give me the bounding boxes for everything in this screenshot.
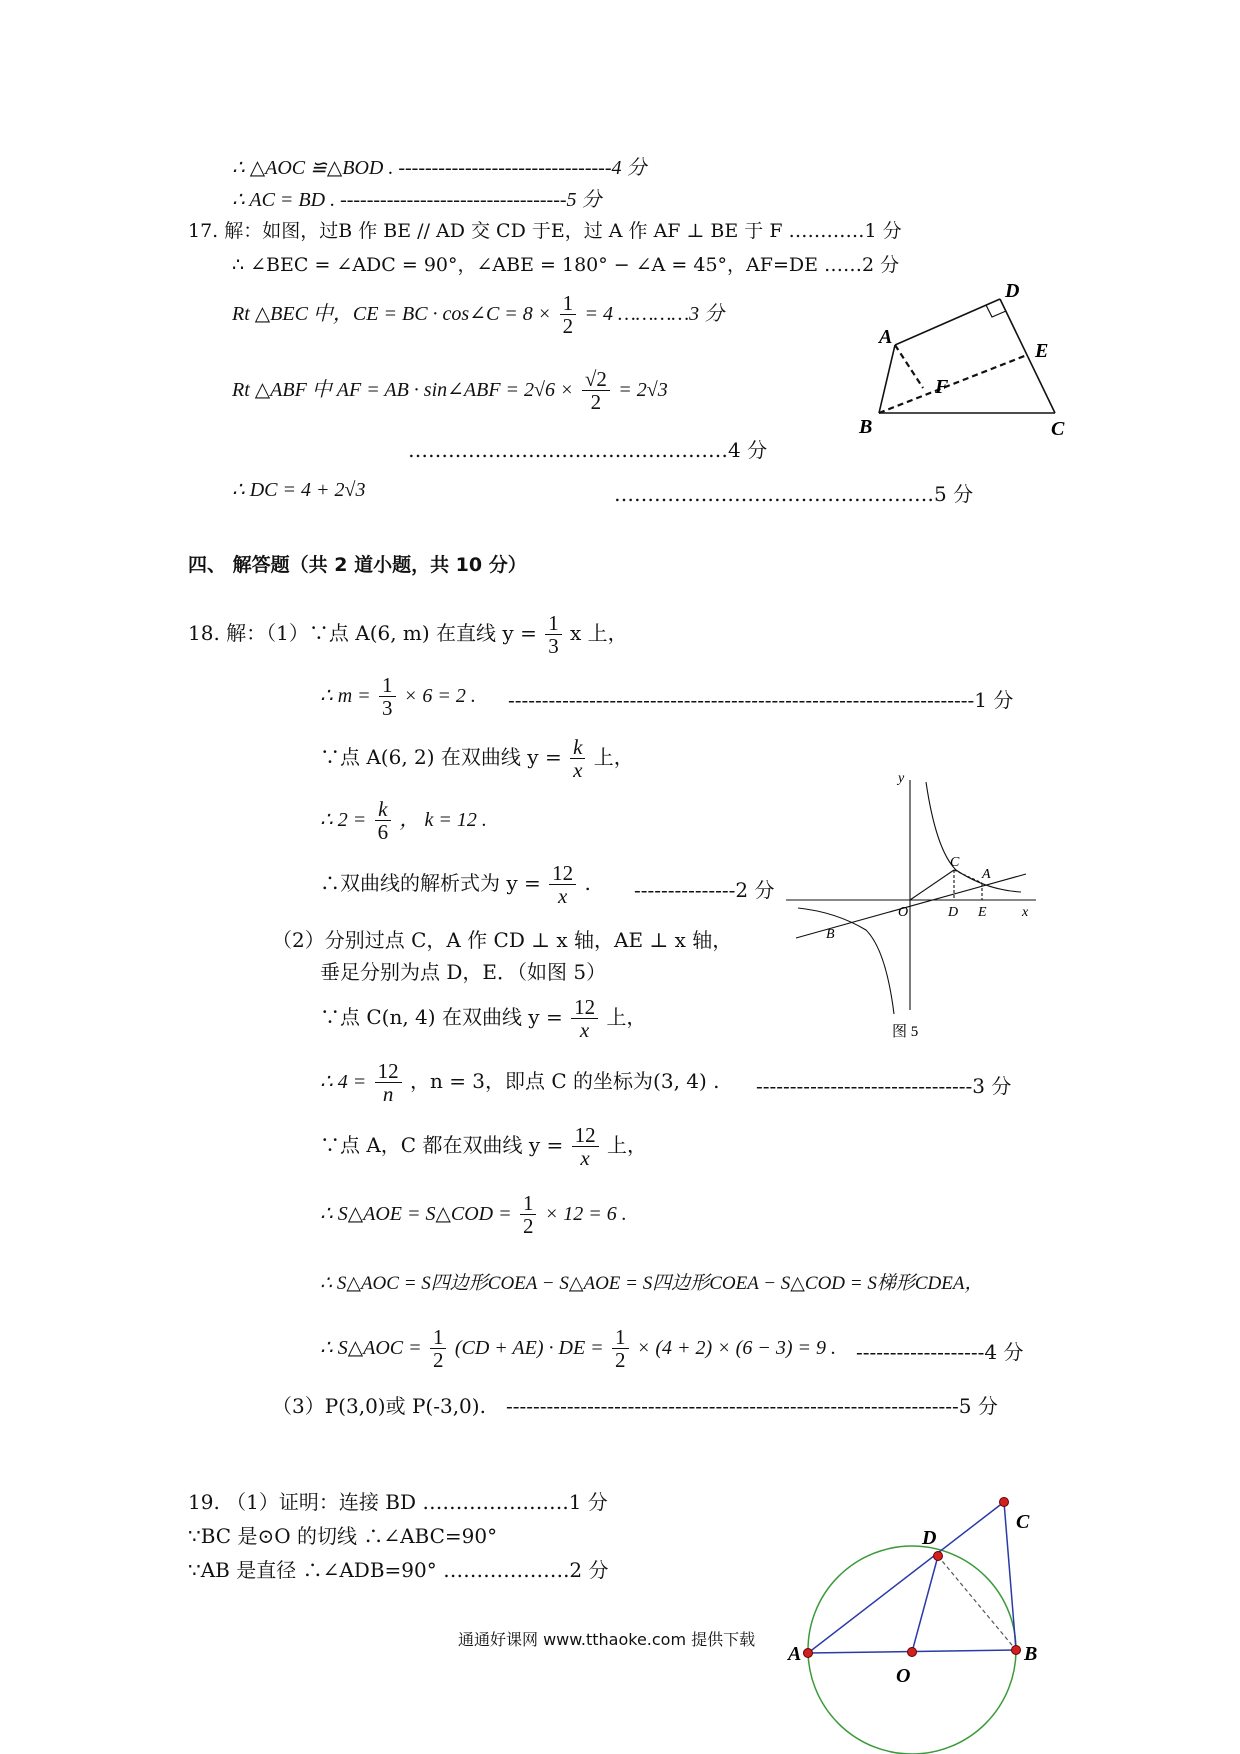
label-b: B	[859, 416, 873, 438]
q18-line7: 垂足分别为点 D，E．（如图 5）	[320, 960, 607, 984]
q17-af: Rt △ABF 中 AF = AB · sin∠ABF = 2√6 × $\frac{√2}{2}$ = 2√3	[232, 367, 668, 415]
label-d: D	[1005, 280, 1020, 302]
q18-line11: ∴ S△AOE = S△COD = $\frac{1}{2}$ × 12 = 6 .	[320, 1191, 627, 1239]
figure-5-caption: 图 5	[892, 1024, 919, 1040]
q18-line6: （2）分别过点 C，A 作 CD ⊥ x 轴，AE ⊥ x 轴，	[272, 928, 733, 952]
q18-line13-score: -------------------4 分	[856, 1340, 1024, 1364]
segment-af	[895, 345, 923, 388]
q18-line4: ∴ 2 = $\frac{k}{6}$ ， k = 12 .	[320, 797, 487, 845]
point-b	[1012, 1646, 1021, 1655]
q18-part3-score: -------------------------------------------------------------------5 分	[506, 1394, 998, 1418]
segment-be	[879, 355, 1027, 413]
fraction-half-3: $\frac{1}{2}$	[430, 1326, 447, 1371]
label-o: O	[896, 1665, 911, 1687]
fraction-half-2: $\frac{1}{2}$	[520, 1192, 537, 1237]
q17-score-5: …………………………………………5 分	[614, 482, 974, 506]
q18-line2: ∴ m = $\frac{1}{3}$ × 6 = 2 .	[320, 673, 476, 721]
q17-score-4: …………………………………………4 分	[408, 438, 768, 462]
fraction-root2-over-2: $\frac{√2}{2}$	[582, 368, 610, 413]
q18-line8: ∵点 C(n, 4) 在双曲线 y = $\frac{12}{x}$ 上，	[320, 995, 647, 1043]
q18-line10: ∵点 A，C 都在双曲线 y = $\frac{12}{x}$ 上，	[320, 1123, 647, 1171]
figure-q19-circle	[770, 1470, 1070, 1754]
segment-ad	[895, 299, 1000, 345]
segment-cb	[1004, 1502, 1016, 1650]
q17-header: 17. 解：如图，过B 作 BE // AD 交 CD 于E，过 A 作 AF ⊥ BE 于 F …………1 分	[188, 220, 902, 242]
fraction-12-over-x-2: $\frac{12}{x}$	[571, 996, 598, 1041]
label-e: E	[978, 905, 987, 920]
page-footer: 通通好课网 www.tthaoke.com 提供下载	[458, 1630, 756, 1649]
fraction-one-third-2: $\frac{1}{3}$	[379, 674, 396, 719]
label-c: C	[1051, 418, 1065, 440]
fraction-12-over-x: $\frac{12}{x}$	[549, 862, 576, 907]
label-d: D	[922, 1527, 937, 1549]
point-c	[1000, 1498, 1009, 1507]
q17-angles: ∴ ∠BEC = ∠ADC = 90°，∠ABE = 180° − ∠A = 45°，AF=DE ……2 分	[232, 254, 900, 276]
figure-q17-quadrilateral	[855, 275, 1095, 445]
fraction-half-4: $\frac{1}{2}$	[612, 1326, 629, 1371]
label-b: B	[826, 927, 835, 942]
section-four-title: 四、 解答题（共 2 道小题，共 10 分）	[188, 554, 527, 576]
hyperbola-branch-1	[926, 782, 1021, 892]
q18-line5-score: ---------------2 分	[634, 878, 775, 902]
q18-line2-score: ---------------------------------------------------------------------1 分	[508, 688, 1014, 712]
label-c: C	[1016, 1511, 1030, 1533]
label-f: F	[935, 376, 949, 398]
label-a: A	[788, 1643, 802, 1665]
fraction-k-over-6: $\frac{k}{6}$	[375, 798, 392, 843]
q18-line12: ∴ S△AOC = S四边形COEA − S△AOE = S四边形COEA − S△COD = S梯形CDEA，	[320, 1273, 984, 1294]
q18-line1: 18. 解：（1）∵点 A(6, m) 在直线 y = $\frac{1}{3}$ x 上，	[188, 611, 628, 659]
line-16-congruent: ∴ △AOC ≌△BOD . --------------------------------4 分	[232, 157, 647, 179]
fraction-k-over-x: $\frac{k}{x}$	[570, 736, 585, 781]
figure-5-hyperbola	[786, 770, 1040, 1040]
segment-ab	[879, 345, 895, 413]
q19-line1: 19. （1）证明：连接 BD ………………….1 分	[188, 1490, 608, 1514]
point-d	[934, 1552, 943, 1561]
label-a: A	[982, 867, 991, 882]
q18-line5: ∴双曲线的解析式为 y = $\frac{12}{x}$ .	[320, 861, 591, 909]
label-c: C	[950, 855, 960, 870]
point-a	[804, 1649, 813, 1658]
fraction-one-half: $\frac{1}{2}$	[560, 292, 577, 337]
q18-line9-score: --------------------------------3 分	[756, 1074, 1012, 1098]
q17-dc: ∴ DC = 4 + 2√3	[232, 479, 366, 501]
q19-line2: ∵BC 是⊙O 的切线 ∴∠ABC=90°	[188, 1524, 498, 1548]
q18-line3: ∵点 A(6, 2) 在双曲线 y = $\frac{k}{x}$ 上，	[320, 735, 634, 783]
q19-line3: ∵AB 是直径 ∴∠ADB=90° ……………….2 分	[188, 1558, 609, 1582]
q18-part3: （3）P(3,0)或 P(-3,0).	[272, 1394, 486, 1418]
fraction-one-third: $\frac{1}{3}$	[545, 612, 562, 657]
label-d: D	[948, 905, 959, 920]
label-o: O	[898, 905, 909, 920]
q18-line9: ∴ 4 = $\frac{12}{n}$ ，n = 3，即点 C 的坐标为(3, 4) .	[320, 1059, 720, 1107]
label-x: x	[1022, 905, 1029, 920]
label-a: A	[879, 326, 893, 348]
label-b: B	[1024, 1643, 1038, 1665]
q18-line13: ∴ S△AOC = $\frac{1}{2}$ (CD + AE) · DE = $\frac{1}{2}$ × (4 + 2) × (6 − 3) = 9 .	[320, 1325, 836, 1373]
fraction-12-over-x-3: $\frac{12}{x}$	[572, 1124, 599, 1169]
q17-ce: Rt △BEC 中，CE = BC · cos∠C = 8 × $\frac{1}{2}$ = 4 …………3 分	[232, 291, 725, 339]
fraction-12-over-n: $\frac{12}{n}$	[375, 1060, 402, 1105]
label-y: y	[898, 771, 905, 786]
point-o	[908, 1648, 917, 1657]
line-16-ac-bd: ∴ AC = BD . ----------------------------------5 分	[232, 189, 602, 211]
label-e: E	[1035, 340, 1049, 362]
